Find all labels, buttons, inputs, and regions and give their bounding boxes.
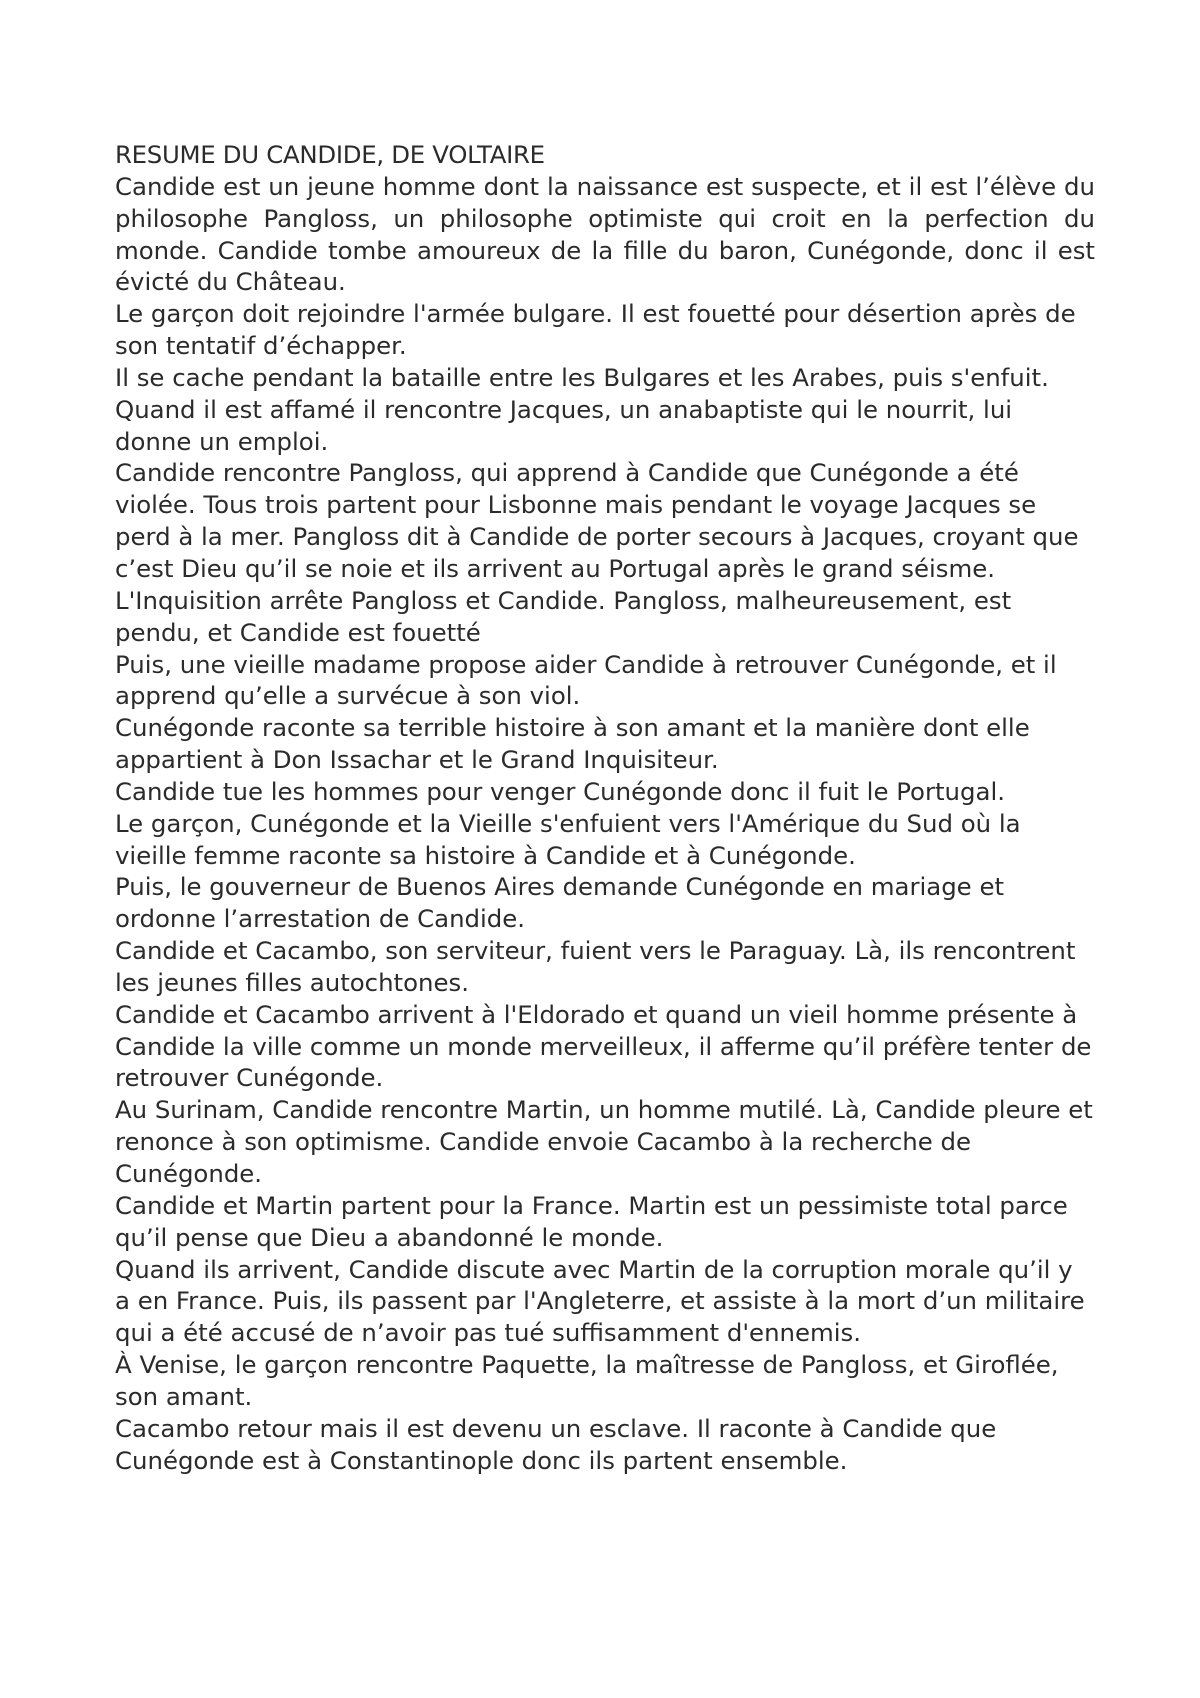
paragraph: Quand ils arrivent, Candide discute avec Martin de la corruption morale qu’il y a en France. Puis, ils passent par l'Angleterre, et assiste à la mort d’un militaire qui a été accusé de n’avoir pas tué suffisamment d'ennemis. — [115, 1254, 1085, 1348]
paragraph: Cacambo retour mais il est devenu un esclave. Il raconte à Candide que Cunégonde est à Constantinople donc ils partent ensemble. — [115, 1413, 997, 1475]
paragraph: Puis, une vieille madame propose aider Candide à retrouver Cunégonde, et il apprend qu’elle a survécue à son viol. — [115, 649, 1057, 711]
paragraph: Candide et Cacambo, son serviteur, fuient vers le Paraguay. Là, ils rencontrent les jeunes filles autochtones. — [115, 936, 1076, 997]
document-title: RESUME DU CANDIDE, DE VOLTAIRE — [115, 140, 545, 169]
paragraph: Candide est un jeune homme dont la naissance est suspecte, et il est l’élève du philosophe Pangloss, un philosophe optimiste qui croit en la perfection du monde. Candide tombe amoureux de la fille du baron, Cunégonde, donc il est évicté du Château. — [115, 171, 1095, 297]
paragraph: Candide et Martin partent pour la France. Martin est un pessimiste total parce qu’il pense que Dieu a abandonné le monde. — [115, 1190, 1068, 1252]
paragraph: Cunégonde raconte sa terrible histoire à son amant et la manière dont elle appartient à Don Issachar et le Grand Inquisiteur. — [115, 713, 1030, 775]
paragraph: Le garçon doit rejoindre l'armée bulgare. Il est fouetté pour désertion après de son tentatif d’échapper. — [115, 299, 1076, 361]
paragraph: Candide rencontre Pangloss, qui apprend à Candide que Cunégonde a été violée. Tous trois partent pour Lisbonne mais pendant le voyage Jacques se perd à la mer. Pangloss dit à Candide de porter secours à Jacques, croyant que c’est Dieu qu’il se noie et ils arrivent au Portugal après le grand séisme. — [115, 458, 1079, 583]
paragraph: Candide tue les hommes pour venger Cunégonde donc il fuit le Portugal. — [115, 776, 1005, 806]
paragraph: L'Inquisition arrête Pangloss et Candide. Pangloss, malheureusement, est pendu, et Candide est fouetté — [115, 585, 1012, 647]
paragraph: Il se cache pendant la bataille entre les Bulgares et les Arabes, puis s'enfuit. Quand il est affamé il rencontre Jacques, un anabaptiste qui le nourrit, lui donne un emploi. — [115, 362, 1049, 456]
paragraph: Au Surinam, Candide rencontre Martin, un homme mutilé. Là, Candide pleure et renonce à son optimisme. Candide envoie Cacambo à la recherche de Cunégonde. — [115, 1095, 1093, 1188]
paragraph: À Venise, le garçon rencontre Paquette, la maîtresse de Pangloss, et Giroflée, son amant. — [115, 1350, 1059, 1411]
paragraph: Puis, le gouverneur de Buenos Aires demande Cunégonde en mariage et ordonne l’arrestation de Candide. — [115, 872, 1005, 934]
paragraph: Le garçon, Cunégonde et la Vieille s'enfuient vers l'Amérique du Sud où la vieille femme raconte sa histoire à Candide et à Cunégonde. — [115, 808, 1021, 870]
document-body — [115, 139, 1095, 1476]
paragraph: Candide et Cacambo arrivent à l'Eldorado et quand un vieil homme présente à Candide la ville comme un monde merveilleux, il afferme qu’il préfère tenter de retrouver Cunégonde. — [115, 999, 1092, 1093]
